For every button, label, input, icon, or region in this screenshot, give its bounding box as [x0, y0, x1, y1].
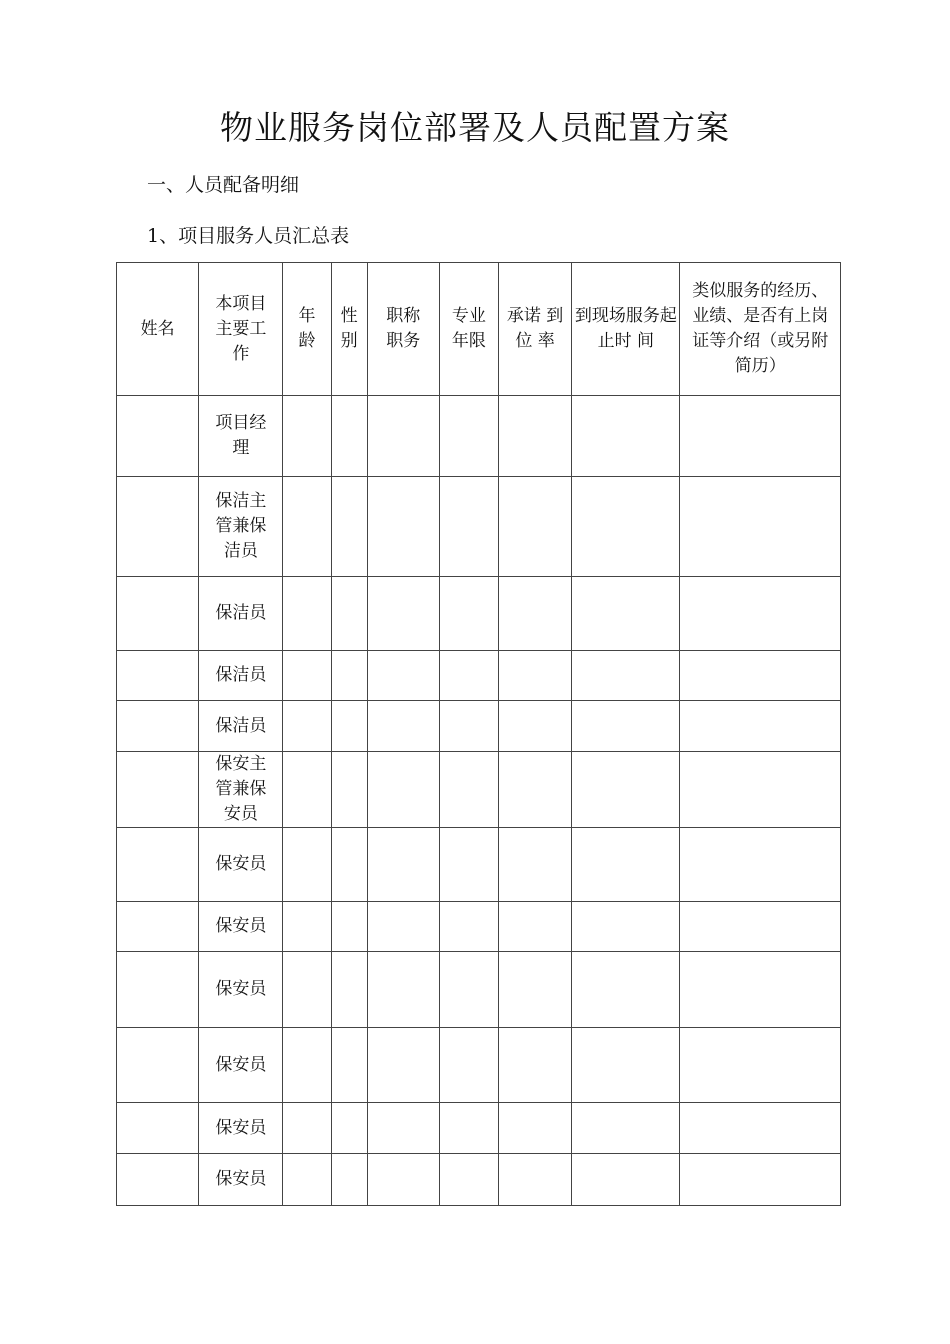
time-cell [572, 952, 680, 1028]
title-cell [367, 828, 439, 902]
rate-cell [499, 902, 572, 952]
duty-cell: 保安员 [199, 952, 283, 1028]
sex-cell [331, 902, 367, 952]
experience-cell [680, 396, 841, 477]
years-cell [439, 1028, 498, 1103]
time-cell [572, 752, 680, 828]
age-cell [283, 577, 331, 651]
rate-cell [499, 701, 572, 752]
experience-cell [680, 1154, 841, 1206]
name-cell [117, 952, 199, 1028]
age-cell [283, 477, 331, 577]
duty-cell: 保洁员 [199, 701, 283, 752]
name-cell [117, 828, 199, 902]
table-row [117, 828, 841, 902]
title-cell [367, 952, 439, 1028]
age-cell [283, 828, 331, 902]
years-cell [439, 828, 498, 902]
table-row [117, 477, 841, 577]
table-row [117, 651, 841, 701]
sex-cell [331, 952, 367, 1028]
age-cell [283, 752, 331, 828]
name-cell [117, 701, 199, 752]
age-cell [283, 701, 331, 752]
rate-cell [499, 952, 572, 1028]
name-cell [117, 396, 199, 477]
age-cell [283, 952, 331, 1028]
experience-cell [680, 1103, 841, 1154]
header-rate: 承诺 到 位 率 [499, 263, 572, 396]
duty-cell: 保洁主管兼保洁员 [199, 477, 283, 577]
duty-cell: 保安员 [199, 902, 283, 952]
experience-cell [680, 952, 841, 1028]
years-cell [439, 651, 498, 701]
time-cell [572, 701, 680, 752]
years-cell [439, 396, 498, 477]
sex-cell [331, 1103, 367, 1154]
time-cell [572, 577, 680, 651]
time-cell [572, 902, 680, 952]
experience-cell [680, 752, 841, 828]
table-row [117, 902, 841, 952]
age-cell [283, 902, 331, 952]
sex-cell [331, 701, 367, 752]
name-cell [117, 902, 199, 952]
rate-cell [499, 1154, 572, 1206]
section-heading: 一、人员配备明细 [147, 174, 300, 196]
duty-cell: 项目经理 [199, 396, 283, 477]
title-cell [367, 1154, 439, 1206]
duty-cell: 保安员 [199, 1028, 283, 1103]
experience-cell [680, 902, 841, 952]
subsection-heading: 1、项目服务人员汇总表 [147, 225, 350, 247]
title-cell [367, 396, 439, 477]
header-duty: 本项目主要工作 [199, 263, 283, 396]
name-cell [117, 1103, 199, 1154]
experience-cell [680, 701, 841, 752]
time-cell [572, 396, 680, 477]
page-title: 物业服务岗位部署及人员配置方案 [220, 108, 730, 147]
age-cell [283, 1103, 331, 1154]
title-cell [367, 477, 439, 577]
time-cell [572, 1103, 680, 1154]
rate-cell [499, 1028, 572, 1103]
rate-cell [499, 651, 572, 701]
table-row [117, 1103, 841, 1154]
sex-cell [331, 577, 367, 651]
years-cell [439, 902, 498, 952]
sex-cell [331, 1154, 367, 1206]
age-cell [283, 1028, 331, 1103]
name-cell [117, 1154, 199, 1206]
rate-cell [499, 752, 572, 828]
sex-cell [331, 396, 367, 477]
sex-cell [331, 828, 367, 902]
experience-cell [680, 477, 841, 577]
experience-cell [680, 828, 841, 902]
duty-cell: 保安员 [199, 828, 283, 902]
header-experience: 类似服务的经历、业绩、是否有上岗证等介绍（或另附简历） [680, 263, 841, 396]
header-years: 专业年限 [439, 263, 498, 396]
table-row [117, 752, 841, 828]
years-cell [439, 1103, 498, 1154]
age-cell [283, 651, 331, 701]
duty-cell: 保安员 [199, 1154, 283, 1206]
years-cell [439, 752, 498, 828]
time-cell [572, 477, 680, 577]
time-cell [572, 1028, 680, 1103]
title-cell [367, 902, 439, 952]
name-cell [117, 1028, 199, 1103]
years-cell [439, 701, 498, 752]
name-cell [117, 752, 199, 828]
time-cell [572, 651, 680, 701]
table-row [117, 701, 841, 752]
name-cell [117, 477, 199, 577]
title-cell [367, 577, 439, 651]
table-row [117, 396, 841, 477]
years-cell [439, 577, 498, 651]
experience-cell [680, 577, 841, 651]
table-row [117, 1154, 841, 1206]
title-cell [367, 752, 439, 828]
duty-cell: 保安主管兼保安员 [199, 752, 283, 828]
age-cell [283, 1154, 331, 1206]
sex-cell [331, 477, 367, 577]
rate-cell [499, 828, 572, 902]
years-cell [439, 1154, 498, 1206]
sex-cell [331, 752, 367, 828]
duty-cell: 保安员 [199, 1103, 283, 1154]
table-header-row [117, 263, 841, 396]
time-cell [572, 828, 680, 902]
time-cell [572, 1154, 680, 1206]
experience-cell [680, 651, 841, 701]
header-title: 职称职务 [367, 263, 439, 396]
rate-cell [499, 477, 572, 577]
rate-cell [499, 396, 572, 477]
name-cell [117, 651, 199, 701]
sex-cell [331, 1028, 367, 1103]
duty-cell: 保洁员 [199, 577, 283, 651]
title-cell [367, 1103, 439, 1154]
years-cell [439, 477, 498, 577]
title-cell [367, 651, 439, 701]
staff-summary-table [116, 262, 841, 1206]
sex-cell [331, 651, 367, 701]
years-cell [439, 952, 498, 1028]
title-cell [367, 701, 439, 752]
table-row [117, 577, 841, 651]
header-name: 姓名 [117, 263, 199, 396]
rate-cell [499, 577, 572, 651]
experience-cell [680, 1028, 841, 1103]
duty-cell: 保洁员 [199, 651, 283, 701]
table-row [117, 952, 841, 1028]
header-sex: 性别 [331, 263, 367, 396]
name-cell [117, 577, 199, 651]
table-row [117, 1028, 841, 1103]
header-time: 到现场服务起止时 间 [572, 263, 680, 396]
rate-cell [499, 1103, 572, 1154]
header-age: 年龄 [283, 263, 331, 396]
age-cell [283, 396, 331, 477]
title-cell [367, 1028, 439, 1103]
